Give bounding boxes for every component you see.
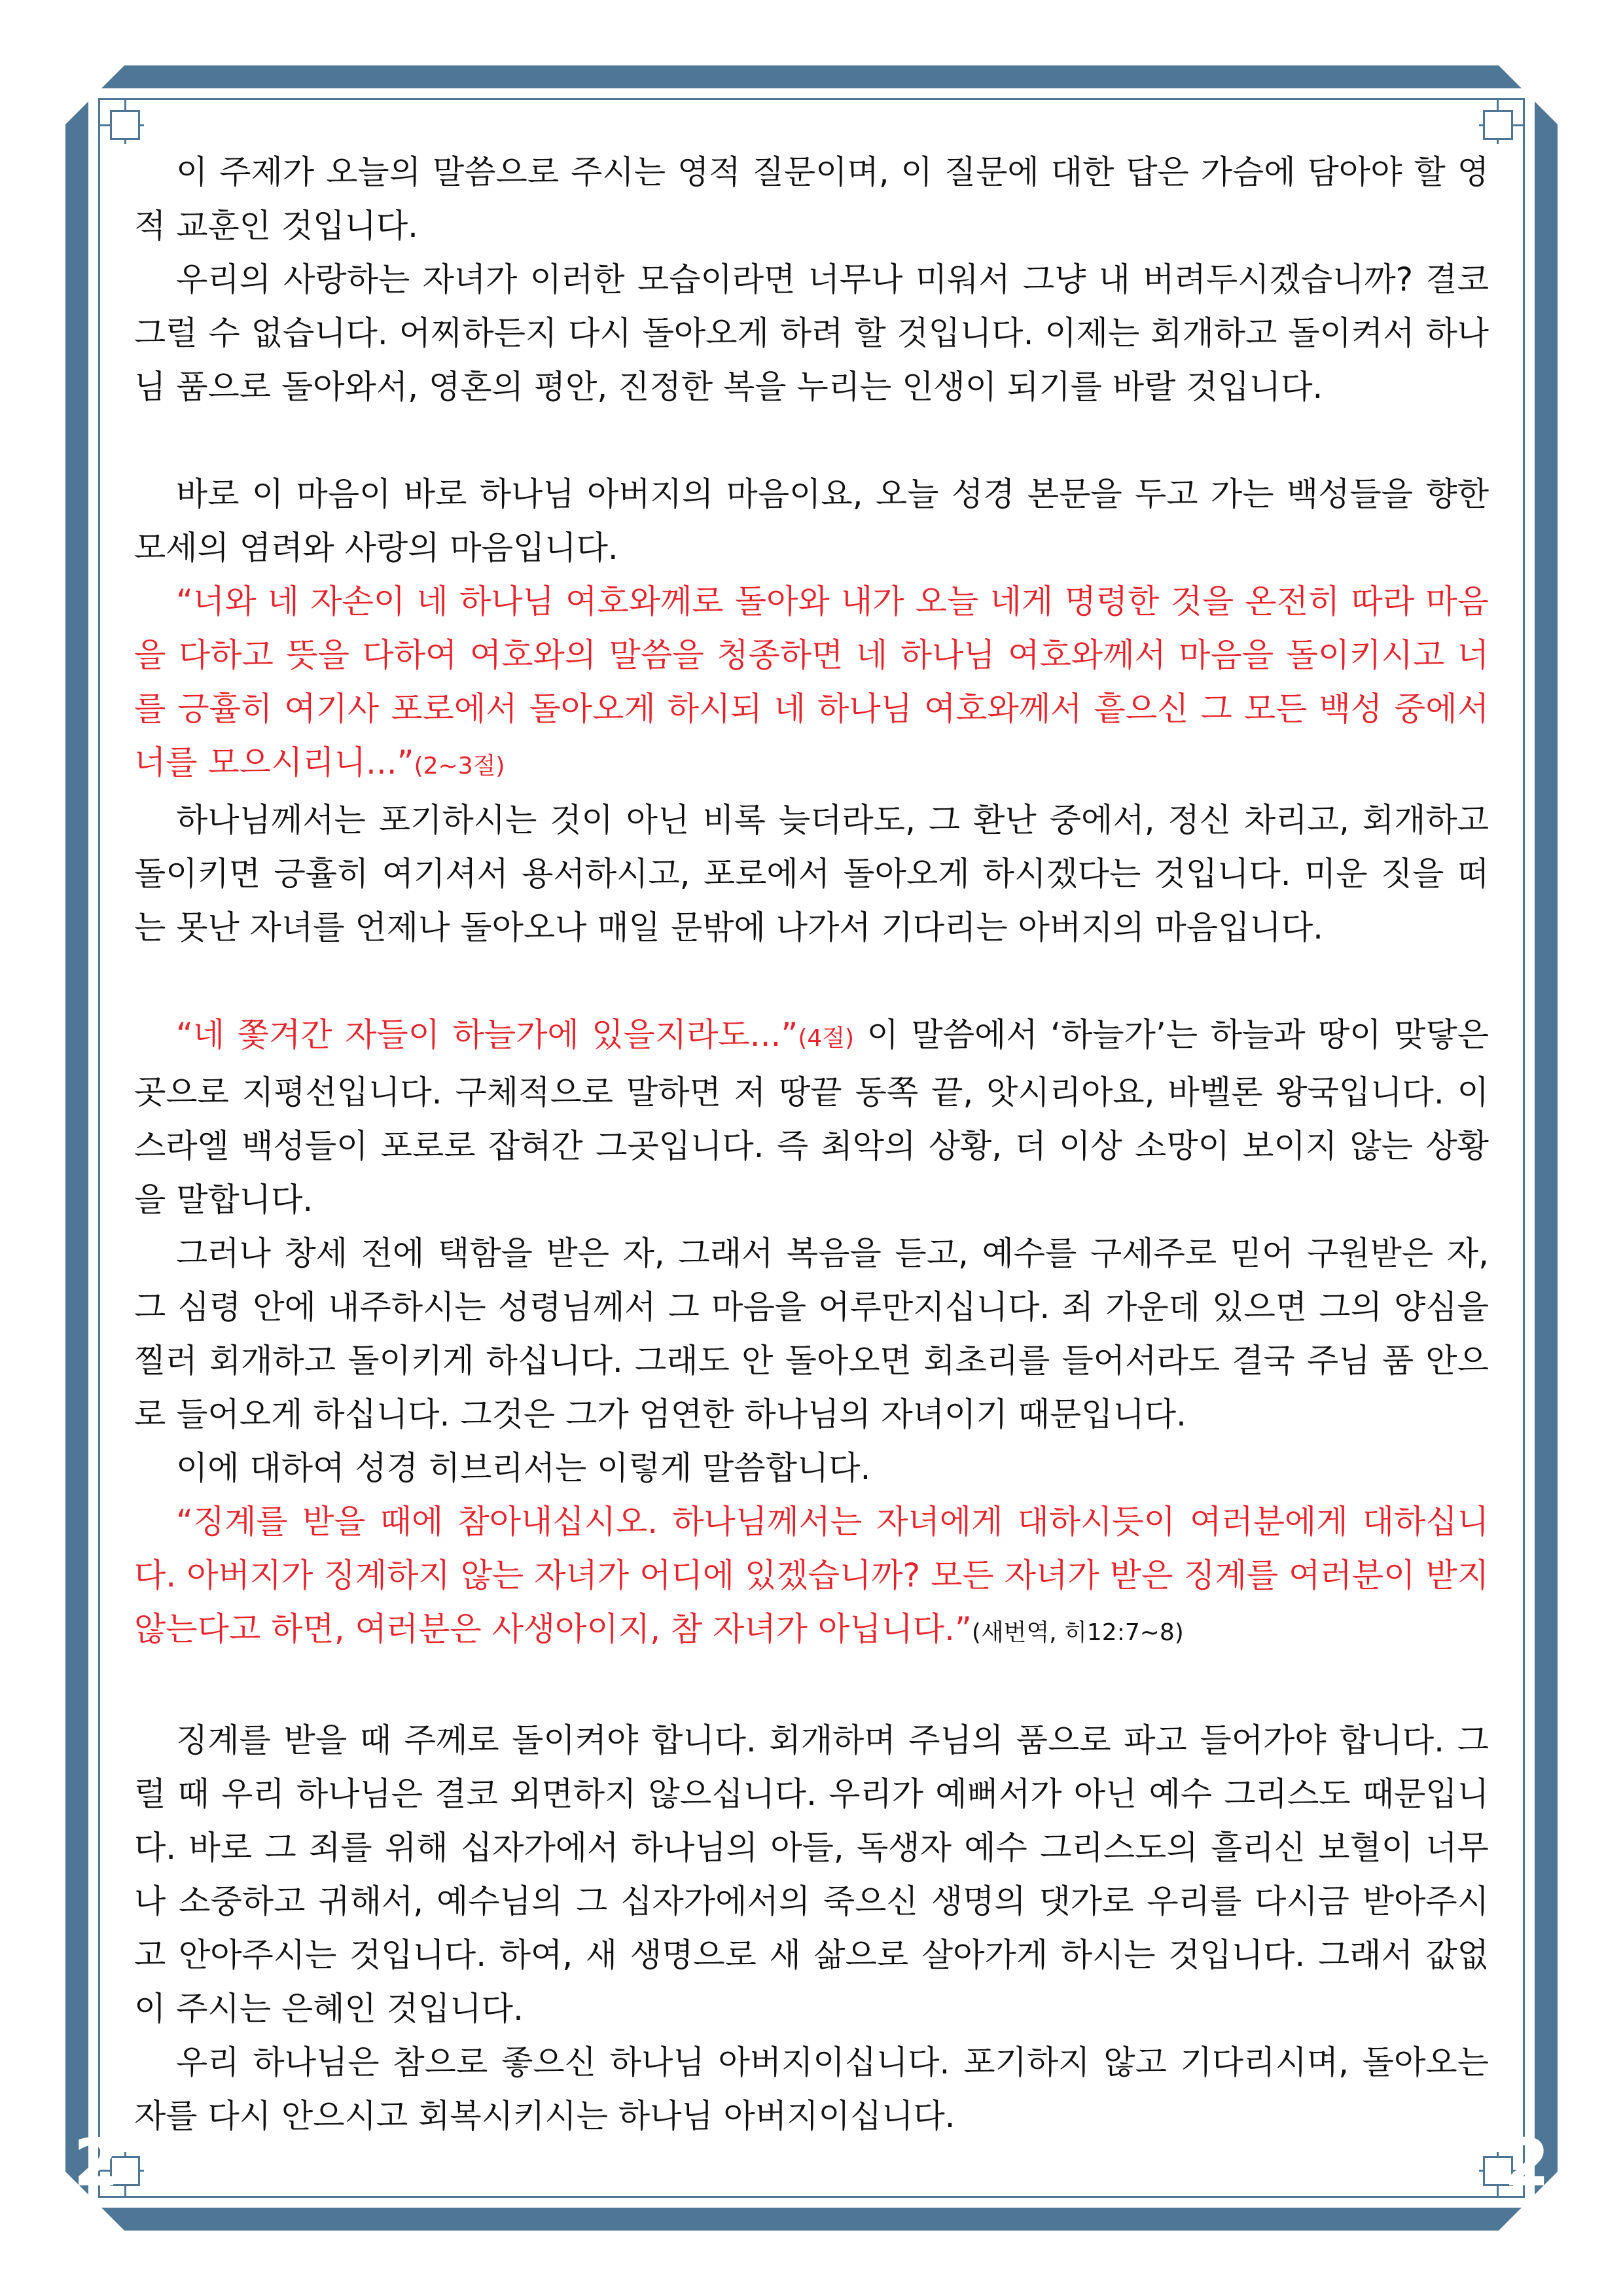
quote-text: “징계를 받을 때에 참아내십시오. 하나님께서는 자녀에게 대하시듯이 여러분에게 대하십니다. 아버지가 징계하지 않는 자녀가 어디에 있겠습니까? 모든 자녀가 받은 징계를 여러분이 받지 않는다고 하면, 여러분은 사생아이지, 참 자녀가 아닙니다.”: [134, 1503, 1489, 1648]
scripture-quote: [134, 575, 1489, 793]
paragraph: 이 주제가 오늘의 말씀으로 주시는 영적 질문이며, 이 질문에 대한 답은 가슴에 담아야 할 영적 교훈인 것입니다.: [134, 153, 1489, 245]
page-number-right: 2: [1504, 2125, 1550, 2201]
paragraph: 이에 대하여 성경 히브리서는 이렇게 말씀합니다.: [176, 1449, 871, 1487]
page-number-left: 2: [73, 2125, 119, 2201]
quote-reference: (2~3절): [414, 753, 505, 780]
corner-ornament: [1483, 110, 1513, 140]
paragraph: 징계를 받을 때 주께로 돌이켜야 합니다. 회개하며 주님의 품으로 파고 들어가야 합니다. 그럴 때 우리 하나님은 결코 외면하지 않으십니다. 우리가 예뻐서가 아닌 예수 그리스도 때문입니다. 바로 그 죄를 위해 십자가에서 하나님의 아들, 독생자 예수 그리스도의 흘리신 보혈이 너무나 소중하고 귀해서, 예수님의 그 십자가에서의 죽으신 생명의 댓가로 우리를 다시금 받아주시고 안아주시는 것입니다. 하여, 새 생명으로 새 삶으로 살아가게 하시는 것입니다. 그래서 값없이 주시는 은혜인 것입니다.: [134, 1721, 1489, 2028]
corner-ornament: [110, 110, 140, 140]
paragraph: 우리의 사랑하는 자녀가 이러한 모습이라면 너무나 미워서 그냥 내 버려두시겠습니까? 결코 그럴 수 없습니다. 어찌하든지 다시 돌아오게 하려 할 것입니다. 이제는 회개하고 돌이켜서 하나님 품으로 돌아와서, 영혼의 평안, 진정한 복을 누리는 인생이 되기를 바랄 것입니다.: [134, 260, 1489, 406]
scripture-quote: [134, 1495, 1489, 1660]
paragraph: [134, 1008, 1489, 1227]
quote-reference: (새번역, 히12:7~8): [971, 1619, 1184, 1646]
paragraph: 하나님께서는 포기하시는 것이 아닌 비록 늦더라도, 그 환난 중에서, 정신 차리고, 회개하고 돌이키면 긍휼히 여기셔서 용서하시고, 포로에서 돌아오게 하시겠다는 것입니다. 미운 짓을 떠는 못난 자녀를 언제나 돌아오나 매일 문밖에 나가서 기다리는 아버지의 마음입니다.: [134, 801, 1489, 946]
quote-reference: (4절): [798, 1025, 855, 1052]
paragraph-text: 이 말씀에서 ‘하늘가’는 하늘과 땅이 맞닿은 곳으로 지평선입니다. 구체적으로 말하면 저 땅끝 동쪽 끝, 앗시리아요, 바벨론 왕국입니다. 이스라엘 백성들이 포로로 잡혀간 그곳입니다. 즉 최악의 상황, 더 이상 소망이 보이지 않는 상황을 말합니다.: [134, 1016, 1489, 1219]
quote-text: “네 쫓겨간 자들이 하늘가에 있을지라도...”: [176, 1016, 798, 1054]
paragraph: 바로 이 마음이 바로 하나님 아버지의 마음이요, 오늘 성경 본문을 두고 가는 백성들을 향한 모세의 염려와 사랑의 마음입니다.: [134, 475, 1489, 567]
paragraph: 우리 하나님은 참으로 좋으신 하나님 아버지이십니다. 포기하지 않고 기다리시며, 돌아오는 자를 다시 안으시고 회복시키시는 하나님 아버지이십니다.: [134, 2043, 1489, 2135]
sermon-text: [134, 145, 1489, 2143]
paragraph: 그러나 창세 전에 택함을 받은 자, 그래서 복음을 듣고, 예수를 구세주로 믿어 구원받은 자, 그 심령 안에 내주하시는 성령님께서 그 마음을 어루만지십니다. 죄 가운데 있으면 그의 양심을 찔러 회개하고 돌이키게 하십니다. 그래도 안 돌아오면 회초리를 들어서라도 결국 주님 품 안으로 들어오게 하십니다. 그것은 그가 엄연한 하나님의 자녀이기 때문입니다.: [134, 1234, 1489, 1433]
quote-text: “너와 네 자손이 네 하나님 여호와께로 돌아와 내가 오늘 네게 명령한 것을 온전히 따라 마음을 다하고 뜻을 다하여 여호와의 말씀을 청종하면 네 하나님 여호와께서 마음을 돌이키시고 너를 긍휼히 여기사 포로에서 돌아오게 하시되 네 하나님 여호와께서 흩으신 그 모든 백성 중에서 너를 모으시리니...”: [134, 583, 1489, 781]
